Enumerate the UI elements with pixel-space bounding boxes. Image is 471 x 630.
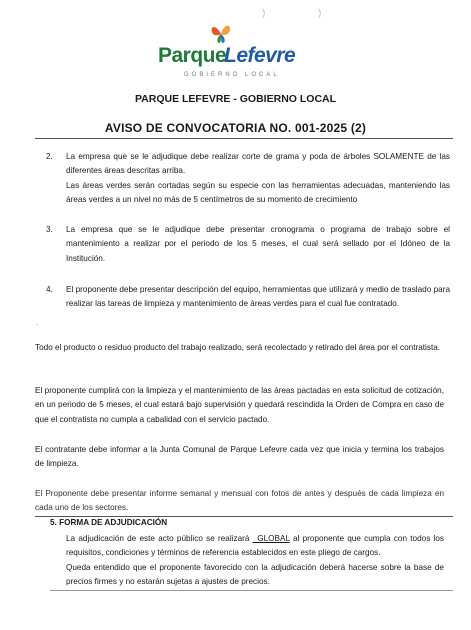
logo-word-parque: Parque: [158, 44, 227, 67]
notice-title: AVISO DE CONVOCATORIA NO. 001-2025 (2): [104, 121, 367, 135]
item-text-line: La empresa que se le adjudique debe realizar corte de grama y poda de árboles SOLAMENTE de las diferentes áreas descritas arriba.: [66, 152, 450, 176]
stray-mark: ·: [36, 320, 39, 329]
adjudication-type: _GLOBAL: [252, 534, 290, 543]
list-item: [46, 283, 450, 313]
paragraph: El contratante debe informar a la Junta Comunal de Parque Lefevre cada vez que inicia y termina los trabajos de limpieza.: [35, 445, 444, 469]
section-rule: [35, 516, 453, 517]
section-paragraph: [66, 532, 444, 561]
list-item: [46, 223, 450, 267]
paragraph: El proponente cumplirá con la limpieza y el mantenimiento de las áreas pactadas en esta solicitud de cotización, en un periodo de 5 meses, el cual estará bajo supervisión y quedará rescindida la Orden de Compra en caso de que el contratista no cumpla a cabalidad con el servicio pactado.: [35, 386, 444, 424]
item-number: 4.: [46, 285, 53, 294]
scan-mark: ): [318, 8, 322, 19]
paragraph: Todo el producto o residuo producto del trabajo realizado, será recolectado y retirado del área por el contratista.: [35, 343, 441, 352]
parque-lefevre-logo: [158, 22, 328, 84]
logo-tagline: GOBIERNO LOCAL: [184, 72, 280, 78]
butterfly-icon: [210, 22, 232, 44]
section-text: al proponente que cumpla con todos los requisitos, condiciones y términos de referencia establecidos en este pliego de cargos.: [66, 534, 445, 558]
scan-mark: ): [262, 8, 266, 19]
item-text: El proponente debe presentar descripción del equipo, herramientas que utilizará y medio de traslado para realizar las tareas de limpieza y mantenimiento de áreas verdes para el cual fue contratado.: [66, 285, 450, 309]
section-paragraph: Queda entendido que el proponente favorecido con la adjudicación deberá hacerse sobre la base de precios firmes y no estarán sujetas a ajustes de precios.: [66, 563, 444, 587]
section-text: La adjudicación de este acto público se realizará: [66, 534, 253, 543]
item-number: 3.: [46, 225, 53, 234]
item-number: 2.: [46, 152, 53, 161]
paragraph: El Proponente debe presentar informe semanal y mensual con fotos de antes y después de cada limpieza en cada uno de los sectores.: [35, 489, 444, 513]
item-text-line: Las áreas verdes serán cortadas según su especie con las herramientas adecuadas, manteniendo las áreas verdes a un nivel no más de 5 centímetros de su momento de crecimiento: [66, 180, 450, 205]
bottom-rule: [50, 590, 453, 591]
item-text: La empresa que se le adjudique debe presentar cronograma o programa de trabajo sobre el mantenimiento a realizar por el periodo de los 5 meses, el cual será sellado por el Idóneo de la Institución.: [66, 225, 450, 263]
logo-word-lefevre: Lefevre: [224, 44, 296, 67]
organization-title: PARQUE LEFEVRE - GOBIERNO LOCAL: [134, 93, 337, 105]
list-item: [46, 150, 450, 210]
section-title: 5. FORMA DE ADJUDICACIÓN: [50, 518, 168, 527]
item-text: [66, 150, 450, 208]
top-rule: [35, 138, 453, 139]
